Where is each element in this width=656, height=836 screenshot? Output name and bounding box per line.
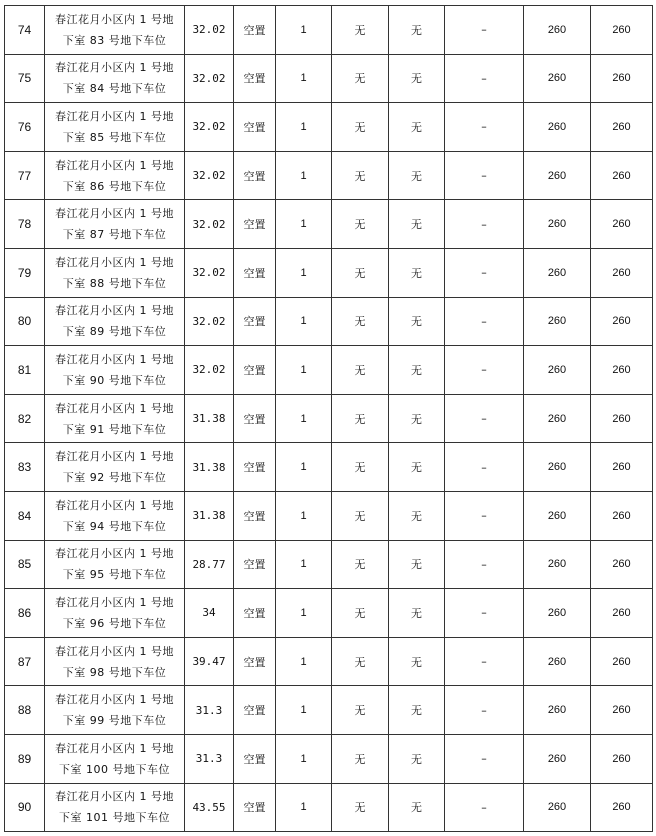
col7-cell: 无 [389, 6, 445, 55]
location-line-2: 下室 83 号地下车位 [62, 33, 167, 47]
col8-cell: – [445, 394, 524, 443]
location-line-1: 春江花月小区内 1 号地 [55, 401, 174, 415]
row-number-cell: 83 [5, 443, 45, 492]
location-cell [45, 491, 185, 540]
col7-cell: 无 [389, 394, 445, 443]
table-body [5, 6, 653, 832]
col7-cell: 无 [389, 637, 445, 686]
col6-cell: 无 [332, 346, 389, 395]
location-line-2: 下室 87 号地下车位 [62, 228, 167, 242]
location-cell [45, 297, 185, 346]
status-cell: 空置 [234, 6, 276, 55]
col6-cell: 无 [332, 589, 389, 638]
area-cell: 32.02 [185, 103, 234, 152]
col7-cell: 无 [389, 686, 445, 735]
col7-cell: 无 [389, 783, 445, 832]
quantity-cell: 1 [276, 394, 332, 443]
table-row [5, 200, 653, 249]
col10-cell: 260 [591, 783, 653, 832]
col10-cell: 260 [591, 734, 653, 783]
row-number-cell: 76 [5, 103, 45, 152]
area-cell: 31.38 [185, 394, 234, 443]
quantity-cell: 1 [276, 200, 332, 249]
location-line-2: 下室 96 号地下车位 [62, 616, 167, 630]
col9-cell: 260 [524, 248, 591, 297]
location-cell [45, 54, 185, 103]
col7-cell: 无 [389, 248, 445, 297]
table-row [5, 103, 653, 152]
area-cell: 28.77 [185, 540, 234, 589]
col7-cell: 无 [389, 151, 445, 200]
location-cell [45, 540, 185, 589]
location-line-2: 下室 88 号地下车位 [62, 276, 167, 290]
location-line-1: 春江花月小区内 1 号地 [55, 450, 174, 464]
table-row [5, 443, 653, 492]
col8-cell: – [445, 491, 524, 540]
col8-cell: – [445, 637, 524, 686]
location-line-2: 下室 92 号地下车位 [62, 471, 167, 485]
location-cell [45, 394, 185, 443]
col8-cell: – [445, 686, 524, 735]
table-row [5, 491, 653, 540]
status-cell: 空置 [234, 734, 276, 783]
quantity-cell: 1 [276, 346, 332, 395]
col7-cell: 无 [389, 540, 445, 589]
row-number-cell: 77 [5, 151, 45, 200]
quantity-cell: 1 [276, 248, 332, 297]
location-cell [45, 443, 185, 492]
area-cell: 39.47 [185, 637, 234, 686]
quantity-cell: 1 [276, 637, 332, 686]
quantity-cell: 1 [276, 151, 332, 200]
table-row [5, 297, 653, 346]
row-number-cell: 85 [5, 540, 45, 589]
col7-cell: 无 [389, 54, 445, 103]
location-line-2: 下室 99 号地下车位 [62, 714, 167, 728]
row-number-cell: 89 [5, 734, 45, 783]
col8-cell: – [445, 783, 524, 832]
location-line-1: 春江花月小区内 1 号地 [55, 644, 174, 658]
location-line-2: 下室 94 号地下车位 [62, 519, 167, 533]
col7-cell: 无 [389, 200, 445, 249]
location-cell [45, 103, 185, 152]
row-number-cell: 90 [5, 783, 45, 832]
location-line-2: 下室 90 号地下车位 [62, 373, 167, 387]
location-line-1: 春江花月小区内 1 号地 [55, 61, 174, 75]
location-line-2: 下室 86 号地下车位 [62, 179, 167, 193]
col6-cell: 无 [332, 6, 389, 55]
col8-cell: – [445, 6, 524, 55]
location-line-1: 春江花月小区内 1 号地 [55, 790, 174, 804]
col6-cell: 无 [332, 491, 389, 540]
table-row [5, 734, 653, 783]
parking-space-table [4, 5, 653, 832]
row-number-cell: 75 [5, 54, 45, 103]
col9-cell: 260 [524, 589, 591, 638]
location-line-1: 春江花月小区内 1 号地 [55, 207, 174, 221]
col9-cell: 260 [524, 297, 591, 346]
row-number-cell: 82 [5, 394, 45, 443]
row-number-cell: 86 [5, 589, 45, 638]
table-row [5, 589, 653, 638]
col6-cell: 无 [332, 394, 389, 443]
status-cell: 空置 [234, 443, 276, 492]
area-cell: 43.55 [185, 783, 234, 832]
location-cell [45, 637, 185, 686]
row-number-cell: 81 [5, 346, 45, 395]
col6-cell: 无 [332, 686, 389, 735]
location-line-2: 下室 98 号地下车位 [62, 665, 167, 679]
table-row [5, 248, 653, 297]
area-cell: 32.02 [185, 54, 234, 103]
col9-cell: 260 [524, 6, 591, 55]
status-cell: 空置 [234, 637, 276, 686]
location-line-2: 下室 84 号地下车位 [62, 82, 167, 96]
status-cell: 空置 [234, 248, 276, 297]
col10-cell: 260 [591, 346, 653, 395]
col9-cell: 260 [524, 394, 591, 443]
area-cell: 32.02 [185, 297, 234, 346]
col6-cell: 无 [332, 297, 389, 346]
status-cell: 空置 [234, 151, 276, 200]
quantity-cell: 1 [276, 103, 332, 152]
col7-cell: 无 [389, 103, 445, 152]
location-line-1: 春江花月小区内 1 号地 [55, 547, 174, 561]
col9-cell: 260 [524, 54, 591, 103]
col10-cell: 260 [591, 6, 653, 55]
col9-cell: 260 [524, 686, 591, 735]
col10-cell: 260 [591, 103, 653, 152]
col10-cell: 260 [591, 540, 653, 589]
location-line-2: 下室 91 号地下车位 [62, 422, 167, 436]
col10-cell: 260 [591, 248, 653, 297]
location-cell [45, 686, 185, 735]
status-cell: 空置 [234, 297, 276, 346]
location-line-2: 下室 89 号地下车位 [62, 325, 167, 339]
col9-cell: 260 [524, 200, 591, 249]
table-row [5, 637, 653, 686]
col8-cell: – [445, 200, 524, 249]
area-cell: 32.02 [185, 151, 234, 200]
area-cell: 31.38 [185, 443, 234, 492]
status-cell: 空置 [234, 540, 276, 589]
col6-cell: 无 [332, 443, 389, 492]
col9-cell: 260 [524, 734, 591, 783]
row-number-cell: 78 [5, 200, 45, 249]
col10-cell: 260 [591, 200, 653, 249]
col6-cell: 无 [332, 783, 389, 832]
location-cell [45, 734, 185, 783]
location-cell [45, 6, 185, 55]
col6-cell: 无 [332, 637, 389, 686]
location-line-1: 春江花月小区内 1 号地 [55, 12, 174, 26]
col8-cell: – [445, 443, 524, 492]
location-cell [45, 589, 185, 638]
col9-cell: 260 [524, 540, 591, 589]
table-row [5, 540, 653, 589]
location-line-1: 春江花月小区内 1 号地 [55, 109, 174, 123]
status-cell: 空置 [234, 200, 276, 249]
col10-cell: 260 [591, 686, 653, 735]
table-row [5, 394, 653, 443]
table-row [5, 6, 653, 55]
table-row [5, 686, 653, 735]
area-cell: 32.02 [185, 346, 234, 395]
location-line-1: 春江花月小区内 1 号地 [55, 255, 174, 269]
col10-cell: 260 [591, 394, 653, 443]
row-number-cell: 79 [5, 248, 45, 297]
col6-cell: 无 [332, 734, 389, 783]
col10-cell: 260 [591, 151, 653, 200]
status-cell: 空置 [234, 394, 276, 443]
col9-cell: 260 [524, 103, 591, 152]
quantity-cell: 1 [276, 589, 332, 638]
col6-cell: 无 [332, 540, 389, 589]
quantity-cell: 1 [276, 686, 332, 735]
quantity-cell: 1 [276, 734, 332, 783]
status-cell: 空置 [234, 783, 276, 832]
location-cell [45, 151, 185, 200]
quantity-cell: 1 [276, 54, 332, 103]
quantity-cell: 1 [276, 783, 332, 832]
col9-cell: 260 [524, 151, 591, 200]
col10-cell: 260 [591, 443, 653, 492]
location-cell [45, 346, 185, 395]
row-number-cell: 84 [5, 491, 45, 540]
col8-cell: – [445, 103, 524, 152]
status-cell: 空置 [234, 346, 276, 395]
quantity-cell: 1 [276, 540, 332, 589]
col7-cell: 无 [389, 297, 445, 346]
quantity-cell: 1 [276, 297, 332, 346]
col6-cell: 无 [332, 151, 389, 200]
area-cell: 32.02 [185, 248, 234, 297]
col10-cell: 260 [591, 637, 653, 686]
col6-cell: 无 [332, 248, 389, 297]
table-row [5, 54, 653, 103]
location-line-2: 下室 85 号地下车位 [62, 130, 167, 144]
location-cell [45, 783, 185, 832]
location-line-1: 春江花月小区内 1 号地 [55, 498, 174, 512]
col7-cell: 无 [389, 443, 445, 492]
col7-cell: 无 [389, 734, 445, 783]
row-number-cell: 87 [5, 637, 45, 686]
row-number-cell: 80 [5, 297, 45, 346]
location-line-1: 春江花月小区内 1 号地 [55, 304, 174, 318]
col8-cell: – [445, 346, 524, 395]
col7-cell: 无 [389, 589, 445, 638]
location-cell [45, 200, 185, 249]
location-line-1: 春江花月小区内 1 号地 [55, 158, 174, 172]
location-line-1: 春江花月小区内 1 号地 [55, 595, 174, 609]
area-cell: 34 [185, 589, 234, 638]
col8-cell: – [445, 589, 524, 638]
area-cell: 31.38 [185, 491, 234, 540]
col7-cell: 无 [389, 346, 445, 395]
location-line-2: 下室 101 号地下车位 [59, 811, 170, 825]
location-line-2: 下室 100 号地下车位 [59, 762, 170, 776]
col8-cell: – [445, 248, 524, 297]
table-row [5, 151, 653, 200]
location-line-1: 春江花月小区内 1 号地 [55, 741, 174, 755]
status-cell: 空置 [234, 686, 276, 735]
col7-cell: 无 [389, 491, 445, 540]
area-cell: 32.02 [185, 200, 234, 249]
area-cell: 32.02 [185, 6, 234, 55]
col9-cell: 260 [524, 491, 591, 540]
location-cell [45, 248, 185, 297]
col6-cell: 无 [332, 54, 389, 103]
col8-cell: – [445, 734, 524, 783]
col10-cell: 260 [591, 491, 653, 540]
area-cell: 31.3 [185, 734, 234, 783]
col9-cell: 260 [524, 346, 591, 395]
row-number-cell: 88 [5, 686, 45, 735]
col9-cell: 260 [524, 783, 591, 832]
row-number-cell: 74 [5, 6, 45, 55]
status-cell: 空置 [234, 103, 276, 152]
col9-cell: 260 [524, 637, 591, 686]
status-cell: 空置 [234, 491, 276, 540]
quantity-cell: 1 [276, 6, 332, 55]
status-cell: 空置 [234, 54, 276, 103]
col9-cell: 260 [524, 443, 591, 492]
location-line-1: 春江花月小区内 1 号地 [55, 352, 174, 366]
col6-cell: 无 [332, 200, 389, 249]
location-line-1: 春江花月小区内 1 号地 [55, 693, 174, 707]
quantity-cell: 1 [276, 491, 332, 540]
col8-cell: – [445, 540, 524, 589]
col10-cell: 260 [591, 589, 653, 638]
area-cell: 31.3 [185, 686, 234, 735]
table-row [5, 346, 653, 395]
col8-cell: – [445, 54, 524, 103]
status-cell: 空置 [234, 589, 276, 638]
table-row [5, 783, 653, 832]
location-line-2: 下室 95 号地下车位 [62, 568, 167, 582]
col8-cell: – [445, 297, 524, 346]
col10-cell: 260 [591, 297, 653, 346]
col6-cell: 无 [332, 103, 389, 152]
col10-cell: 260 [591, 54, 653, 103]
quantity-cell: 1 [276, 443, 332, 492]
col8-cell: – [445, 151, 524, 200]
